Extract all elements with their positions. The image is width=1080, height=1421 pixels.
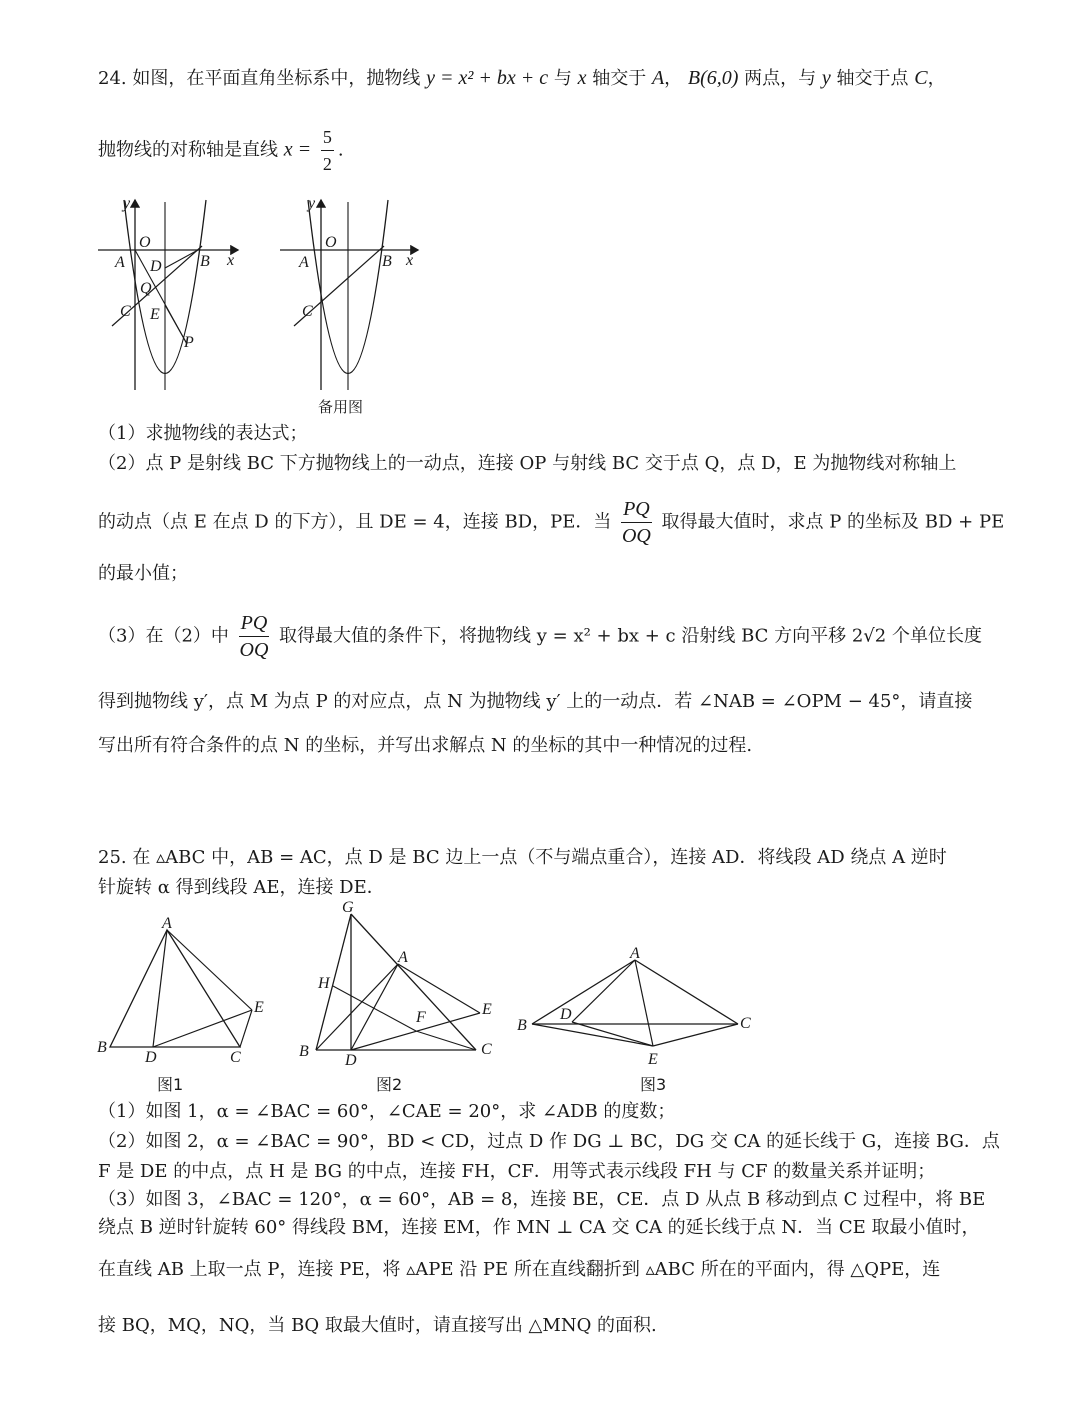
label-o: O xyxy=(325,234,337,251)
q25-part-1: （1）如图 1，α = ∠BAC = 60°，∠CAE = 20°，求 ∠ADB 的度数； xyxy=(98,1101,676,1122)
q25-part-2a: （2）如图 2，α = ∠BAC = 90°，BD < CD，过点 D 作 DG ⊥ BC，DG 交 CA 的延长线于 G，连接 BG．点 xyxy=(98,1131,1000,1152)
q24-text: 如图，在平面直角坐标系中，抛物线 xyxy=(132,68,421,89)
q25-figure-1-caption: 图1 xyxy=(157,1075,184,1094)
label-y: y xyxy=(308,195,316,212)
q24-ratio-fraction xyxy=(621,496,652,549)
label-g: G xyxy=(342,899,354,916)
label-h: H xyxy=(318,975,330,992)
label-a: A xyxy=(162,915,172,932)
label-a: A xyxy=(115,254,125,271)
q24-figure-main xyxy=(90,192,250,402)
label-b: B xyxy=(382,253,392,270)
label-c: C xyxy=(230,1049,241,1062)
q24-part-2b-text: 的动点（点 E 在点 D 的下方），且 DE = 4，连接 BD，PE．当 xyxy=(98,511,612,533)
label-e: E xyxy=(648,1051,658,1068)
label-p: P xyxy=(184,334,194,351)
segment-ac xyxy=(635,960,738,1024)
label-d: D xyxy=(345,1052,357,1068)
q24-fraction xyxy=(321,124,334,177)
fraction-denominator: OQ xyxy=(621,525,651,547)
q25-figure-3-caption: 图3 xyxy=(640,1075,667,1094)
q25-part-3d: 接 BQ，MQ，NQ，当 BQ 取最大值时，请直接写出 △MNQ 的面积. xyxy=(98,1315,657,1336)
q24-text: 抛物线的对称轴是直线 xyxy=(98,139,278,161)
q24-y-var: y xyxy=(821,67,831,89)
q24-end: ， xyxy=(927,68,946,89)
fraction-numerator: 5 xyxy=(321,124,334,151)
segment-ab xyxy=(532,960,635,1024)
q24-text: 轴交于点 xyxy=(836,68,909,89)
q25-figure-2-caption: 图2 xyxy=(376,1075,403,1094)
q24-part-3a xyxy=(98,610,982,663)
q24-line-1 xyxy=(98,66,946,91)
label-a: A xyxy=(630,945,640,962)
q24-text: 轴交于 xyxy=(592,68,647,89)
label-x: x xyxy=(227,252,235,269)
q24-part-2c: 的最小值； xyxy=(98,563,188,584)
label-d: D xyxy=(560,1006,572,1023)
label-b: B xyxy=(97,1039,107,1056)
q25-figure-2 xyxy=(296,898,506,1068)
q25-line-1: 25. 在 ▵ABC 中，AB = AC，点 D 是 BC 边上一点（不与端点重合），连接 AD．将线段 AD 绕点 A 逆时 xyxy=(98,847,947,868)
label-d: D xyxy=(150,258,162,275)
q25-part-3c: 在直线 AB 上取一点 P，连接 PE，将 ▵APE 沿 PE 所在直线翻折到 ▵ABC 所在的平面内，得 △QPE，连 xyxy=(98,1259,941,1280)
label-c: C xyxy=(481,1041,492,1058)
label-c: C xyxy=(302,303,313,320)
segment-bd xyxy=(165,250,198,268)
q24-part-2b xyxy=(98,496,1004,549)
q24-text: 与 xyxy=(553,68,572,89)
q25-figure-3 xyxy=(512,940,762,1070)
segment-ce xyxy=(653,1024,738,1046)
label-e: E xyxy=(254,999,264,1016)
label-c: C xyxy=(740,1015,751,1032)
label-b: B xyxy=(299,1043,309,1060)
q24-line-2 xyxy=(98,124,344,177)
label-b: B xyxy=(517,1017,527,1034)
q24-part-2b-text: 取得最大值时，求点 P 的坐标及 BD + PE xyxy=(661,511,1005,533)
q24-point-c: C xyxy=(914,67,928,89)
q24-part-3a-text: 取得最大值的条件下，将抛物线 y = x² + bx + c 沿射线 BC 方向平移 2√2 个单位长度 xyxy=(279,625,982,647)
fraction-numerator: PQ xyxy=(621,496,652,523)
fraction-denominator: 2 xyxy=(322,154,332,174)
q24-part-2a: （2）点 P 是射线 BC 下方抛物线上的一动点，连接 OP 与射线 BC 交于点 Q，点 D，E 为抛物线对称轴上 xyxy=(98,453,957,474)
q25-line-2: 针旋转 α 得到线段 AE，连接 DE． xyxy=(98,877,385,898)
label-q: Q xyxy=(140,280,152,297)
label-a: A xyxy=(398,949,408,966)
q25-part-3b: 绕点 B 逆时针旋转 60° 得线段 BM，连接 EM，作 MN ⊥ CA 交 CA 的延长线于点 N．当 CE 取最小值时， xyxy=(98,1217,980,1238)
q25-part-2b: F 是 DE 的中点，点 H 是 BG 的中点，连接 FH，CF．用等式表示线段 FH 与 CF 的数量关系并证明； xyxy=(98,1161,936,1182)
q25-figure-1 xyxy=(95,912,275,1062)
label-b: B xyxy=(200,253,210,270)
label-x: x xyxy=(406,252,414,269)
q24-sep: ， xyxy=(664,68,683,89)
segment-be xyxy=(532,1024,653,1046)
fraction-numerator: PQ xyxy=(239,610,270,637)
q24-text: 两点，与 xyxy=(744,68,817,89)
triangle-abc xyxy=(110,930,240,1047)
label-e: E xyxy=(150,306,160,323)
segment-ae xyxy=(635,960,653,1046)
figure-caption: 备用图 xyxy=(318,398,364,416)
q24-axis-eq: x = xyxy=(283,138,312,161)
q24-part-3b: 得到抛物线 y′，点 M 为点 P 的对应点，点 N 为抛物线 y′ 上的一动点．若 ∠NAB = ∠OPM − 45°，请直接 xyxy=(98,691,973,712)
q24-parabola-equation: y = x² + bx + c xyxy=(426,67,549,89)
segment-ad xyxy=(572,960,635,1022)
segment-ae xyxy=(398,964,480,1013)
q24-part-3a-text: （3）在（2）中 xyxy=(98,625,229,647)
segment-ad xyxy=(351,964,398,1050)
fraction-denominator: OQ xyxy=(239,639,269,661)
label-f: F xyxy=(416,1009,426,1026)
label-e: E xyxy=(482,1001,492,1018)
q24-ratio-fraction xyxy=(239,610,270,663)
label-a: A xyxy=(299,254,309,271)
segment-fh xyxy=(333,986,416,1031)
q24-point-a: A xyxy=(651,67,665,89)
q24-part-3c: 写出所有符合条件的点 N 的坐标，并写出求解点 N 的坐标的其中一种情况的过程. xyxy=(98,735,753,756)
q24-end: . xyxy=(337,139,344,161)
label-c: C xyxy=(120,303,131,320)
label-o: O xyxy=(139,234,151,251)
q24-number: 24. xyxy=(98,68,127,89)
label-y: y xyxy=(123,195,131,212)
q24-figure-backup xyxy=(272,192,432,427)
segment-ce xyxy=(240,1010,252,1047)
segment-ad xyxy=(153,930,167,1047)
q24-part-1: （1）求抛物线的表达式； xyxy=(98,423,308,444)
label-d: D xyxy=(145,1049,157,1062)
q24-point-b: B(6,0) xyxy=(687,67,739,89)
q25-part-3a: （3）如图 3，∠BAC = 120°，α = 60°，AB = 8，连接 BE，CE．点 D 从点 B 移动到点 C 过程中，将 BE xyxy=(98,1189,986,1210)
q24-x-var: x xyxy=(577,67,587,89)
